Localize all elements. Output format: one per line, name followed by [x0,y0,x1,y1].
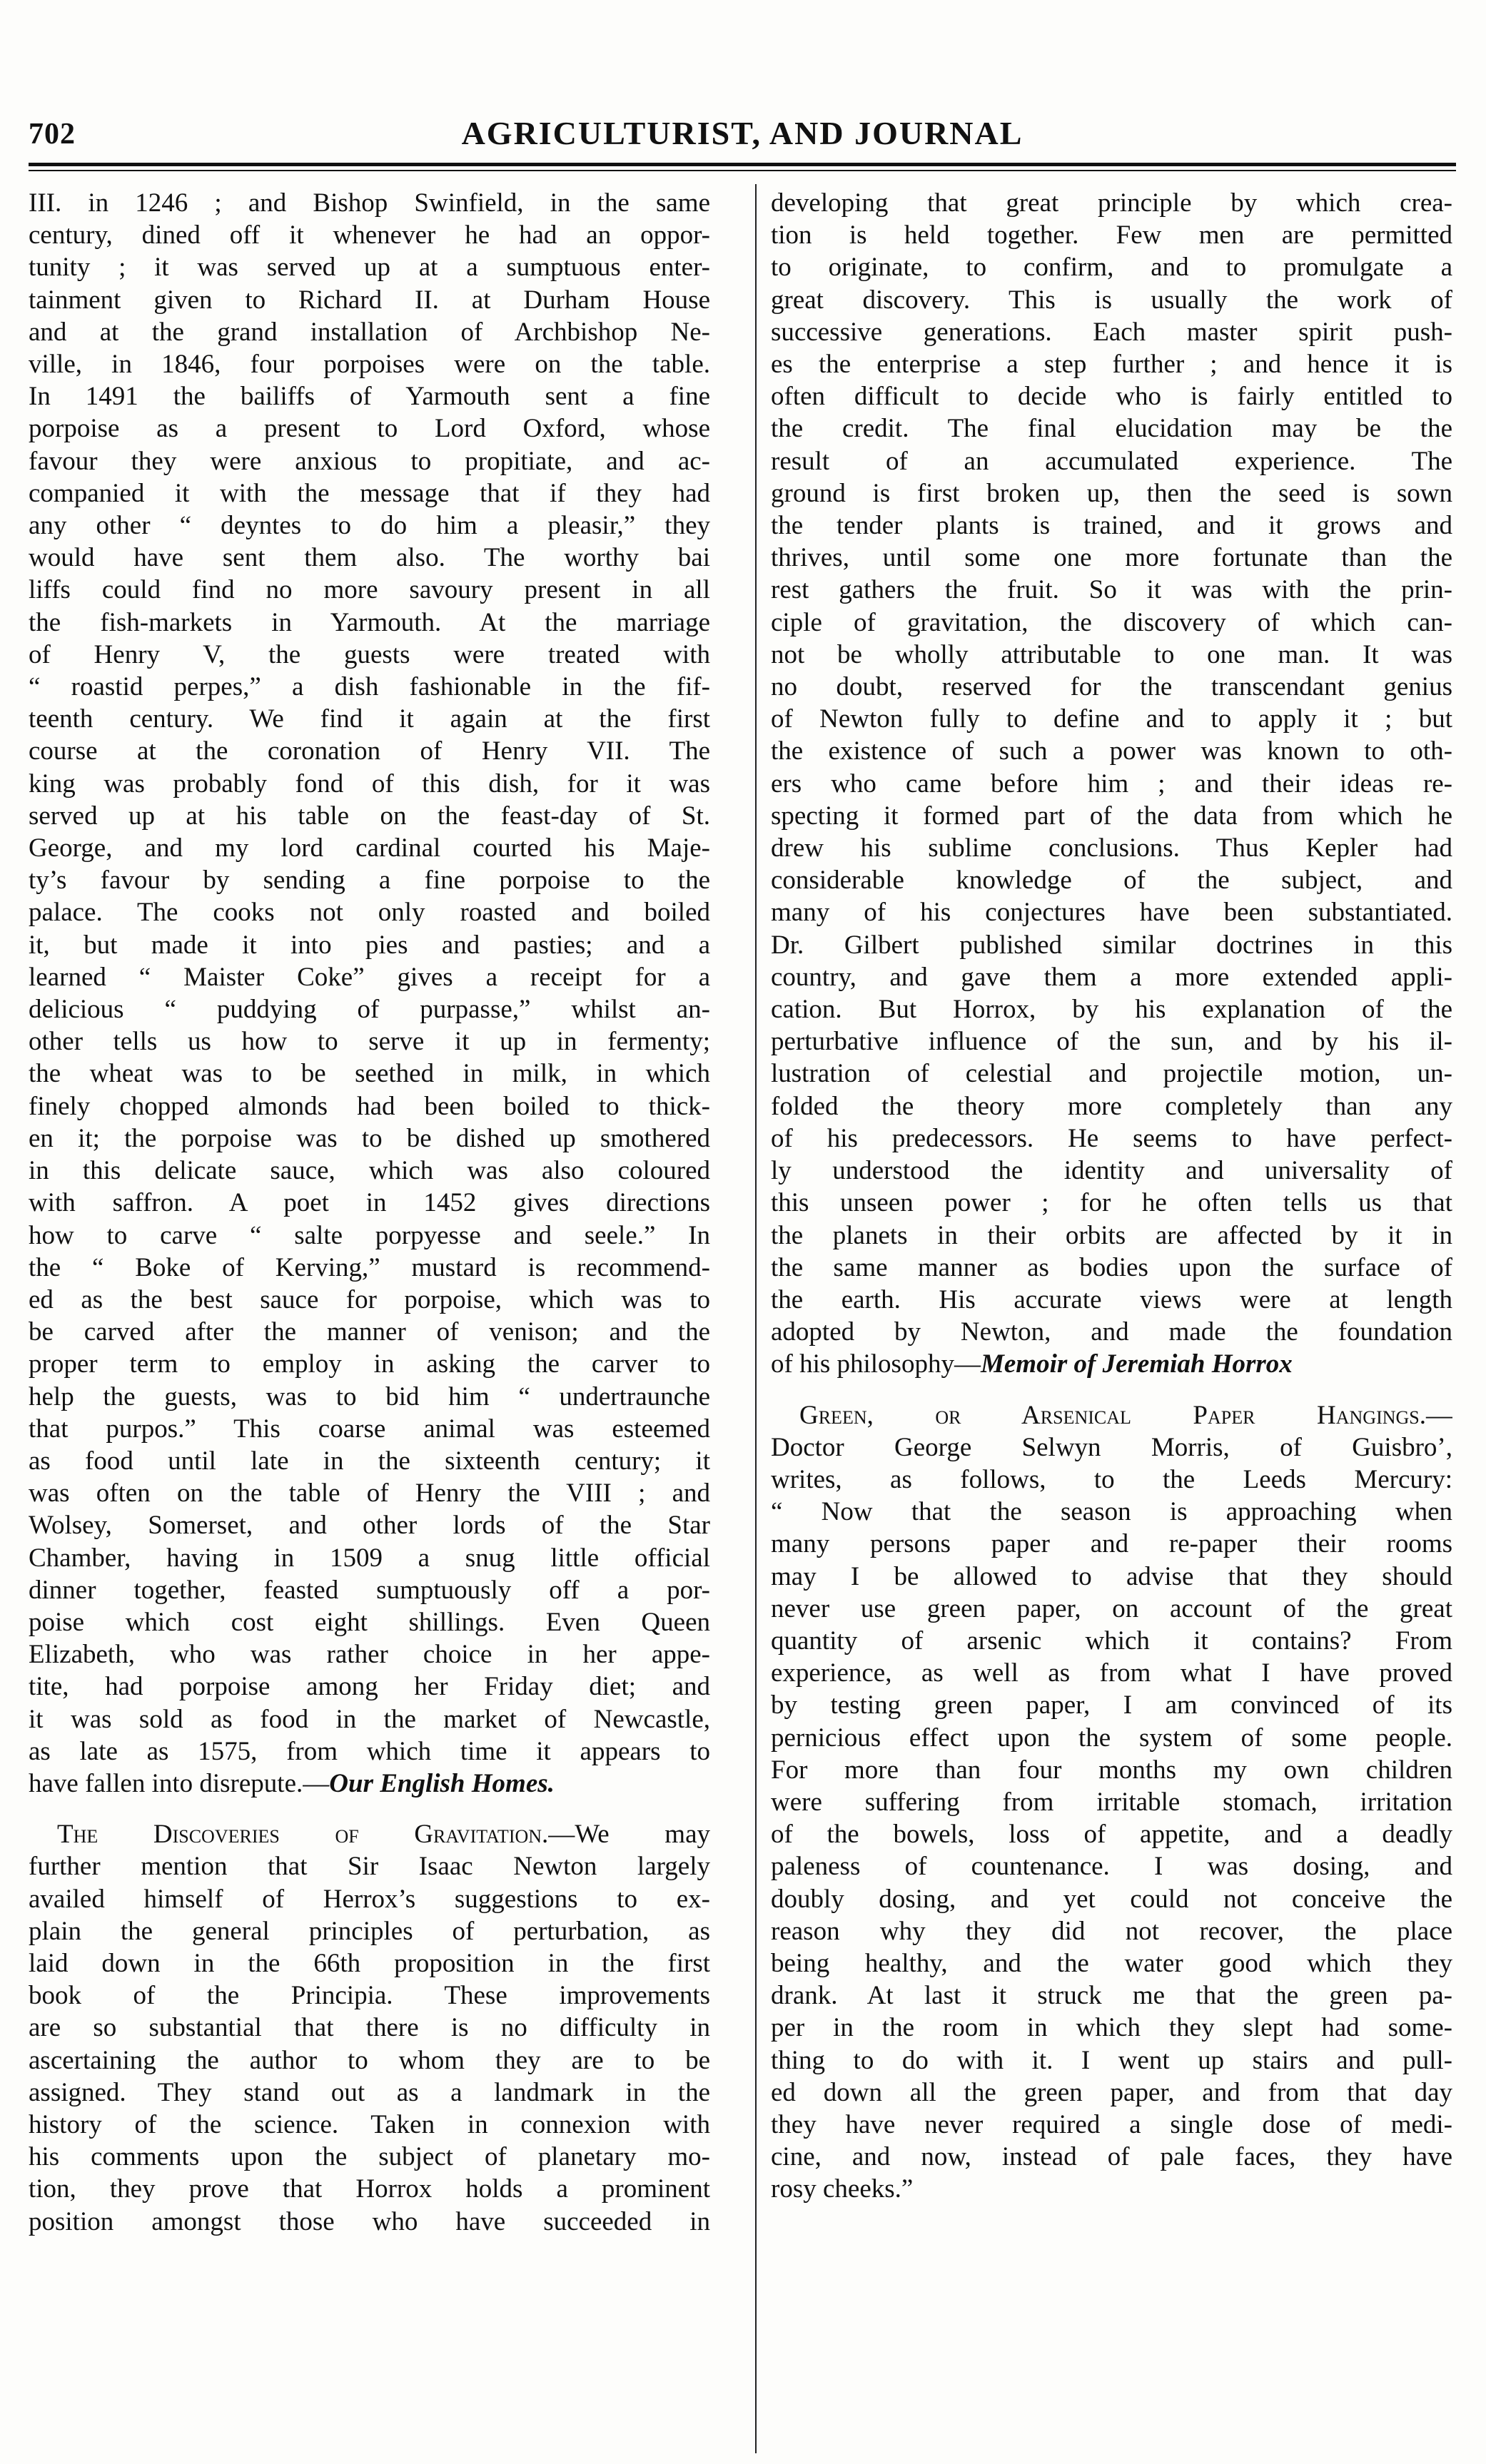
text-line: teenth century. We find it again at the first [29,704,710,734]
text-line: of Newton fully to define and to apply it ; but [771,704,1452,734]
text-line: often difficult to decide who is fairly entitled to [771,382,1452,412]
text-line: the “ Boke of Kerving,” mustard is recommend- [29,1252,710,1282]
text-line: the planets in their orbits are affected by it in [771,1220,1452,1250]
text-line: plain the general principles of perturbation, as [29,1916,710,1946]
text-line: liffs could find no more savoury present in all [29,575,710,605]
text-line: king was probably fond of this dish, for it was [29,769,710,798]
text-line: and at the grand installation of Archbishop Ne- [29,317,710,347]
text-line: ed down all the green paper, and from that day [771,2077,1452,2107]
text-line: perturbative influence of the sun, and by his il- [771,1027,1452,1057]
page-number: 702 [29,118,76,151]
article-heading-line: Green, or Arsenical Paper Hangings.— [799,1400,1452,1430]
text-line: with saffron. A poet in 1452 gives directions [29,1188,710,1218]
text-line: other tells us how to serve it up in fermenty; [29,1027,710,1057]
text-line: being healthy, and the water good which they [771,1948,1452,1978]
text-line: any other “ deyntes to do him a pleasir,” they [29,511,710,541]
text-line: be carved after the manner of venison; and the [29,1317,710,1347]
text-line: ly understood the identity and universality of [771,1156,1452,1186]
text-line: writes, as follows, to the Leeds Mercury: [771,1464,1452,1494]
article-arsenical-paper [771,1399,1452,2206]
text-line: Elizabeth, who was rather choice in her appe- [29,1640,710,1670]
text-line: folded the theory more completely than any [771,1091,1452,1121]
text-line: dinner together, feasted sumptuously off a por- [29,1575,710,1605]
text-line: learned “ Maister Coke” gives a receipt for a [29,962,710,992]
header-rule-thin [29,170,1456,171]
text-line: the credit. The final elucidation may be the [771,414,1452,444]
article-heading: Green, or Arsenical Paper Hangings. [799,1400,1426,1430]
text-line: book of the Principia. These improvements [29,1981,710,2011]
text-line: For more than four months my own children [771,1755,1452,1785]
text-line: laid down in the 66th proposition in the first [29,1948,710,1978]
text-line: Chamber, having in 1509 a snug little official [29,1543,710,1573]
text-line: pernicious effect upon the system of some people. [771,1723,1452,1753]
text-line: this unseen power ; for he often tells us that [771,1188,1452,1218]
text-line: no doubt, reserved for the transcendant genius [771,672,1452,702]
text-line: ville, in 1846, four porpoises were on the table. [29,350,710,380]
article-porpoise [29,187,710,1800]
article-heading: The Discoveries of Gravitation. [57,1820,549,1850]
text-line: the same manner as bodies upon the surface of [771,1252,1452,1282]
article-gravitation [29,1818,710,2238]
text-line: was often on the table of Henry the VIII ; and [29,1479,710,1509]
text-line: ciple of gravitation, the discovery of which can- [771,607,1452,637]
text-line: reason why they did not recover, the place [771,1916,1452,1946]
text-line: proper term to employ in asking the carver to [29,1349,710,1379]
text-line: by testing green paper, I am convinced of its [771,1690,1452,1720]
text-line: ers who came before him ; and their ideas re- [771,769,1452,798]
text-line: en it; the porpoise was to be dished up smothered [29,1123,710,1153]
text-line: how to carve “ salte porpyesse and seele.” In [29,1220,710,1250]
text-line: paleness of countenance. I was dosing, and [771,1852,1452,1882]
text-line: the existence of such a power was known to oth- [771,736,1452,766]
text-line: many persons paper and re-paper their rooms [771,1529,1452,1559]
text-line: ground is first broken up, then the seed is sown [771,478,1452,508]
text-line: as late as 1575, from which time it appears to [29,1736,710,1766]
text-line: country, and gave them a more extended appli- [771,962,1452,992]
text-line: not be wholly attributable to one man. It was [771,639,1452,669]
text-line: companied it with the message that if they had [29,478,710,508]
text-line: ascertaining the author to whom they are to be [29,2045,710,2075]
article-body [771,1431,1452,2174]
text-line: experience, as well as from what I have proved [771,1658,1452,1688]
text-line: ed as the best sauce for porpoise, which was to [29,1284,710,1314]
text-line: favour they were anxious to propitiate, and ac- [29,446,710,476]
text-line: thrives, until some one more fortunate than the [771,543,1452,573]
text-line: drank. At last it struck me that the green pa- [771,1981,1452,2011]
text-line: would have sent them also. The worthy bai [29,543,710,573]
text-line: lustration of celestial and projectile motion, un- [771,1059,1452,1089]
text-line: drew his sublime conclusions. Thus Kepler had [771,833,1452,863]
text-line: served up at his table on the feast-day of St. [29,801,710,831]
text-line: tainment given to Richard II. at Durham House [29,285,710,315]
text-line: delicious “ puddying of purpasse,” whilst an- [29,995,710,1025]
text-line: tunity ; it was served up at a sumptuous enter- [29,253,710,283]
text-line: cation. But Horrox, by his explanation of the [771,995,1452,1025]
text-line: III. in 1246 ; and Bishop Swinfield, in the same [29,188,710,218]
text-line: thing to do with it. I went up stairs and pull- [771,2045,1452,2075]
source-citation: Our English Homes. [329,1768,555,1798]
text-line: ty’s favour by sending a fine porpoise to the [29,866,710,896]
text-line: in this delicate sauce, which was also coloured [29,1156,710,1186]
text-line: Dr. Gilbert published similar doctrines in this [771,930,1452,960]
text-line: it was sold as food in the market of Newcastle, [29,1704,710,1734]
text-line: are so substantial that there is no difficulty in [29,2013,710,2043]
text-line: considerable knowledge of the subject, and [771,866,1452,896]
text-line: never use green paper, on account of the great [771,1593,1452,1623]
text-line: tion, they prove that Horrox holds a prominent [29,2174,710,2204]
text-line: further mention that Sir Isaac Newton largely [29,1852,710,1882]
text-line: position amongst those who have succeeded in [29,2206,710,2236]
text-line: successive generations. Each master spirit push- [771,317,1452,347]
text-line: history of the science. Taken in connexion with [29,2109,710,2139]
text-line: porpoise as a present to Lord Oxford, whose [29,414,710,444]
text-line: to originate, to confirm, and to promulgate a [771,253,1452,283]
text-line: “ roastid perpes,” a dish fashionable in the fif- [29,672,710,702]
text-line: it, but made it into pies and pasties; and a [29,930,710,960]
text-line: the tender plants is trained, and it grows and [771,511,1452,541]
text-line: have fallen into disrepute.—Our English Homes. [29,1768,555,1798]
header-rule-thick [29,163,1456,166]
text-line: finely chopped almonds had been boiled to thick- [29,1091,710,1121]
text-line: many of his conjectures have been substantiated. [771,898,1452,928]
text-line: his comments upon the subject of planetary mo- [29,2142,710,2172]
text-line: course at the coronation of Henry VII. The [29,736,710,766]
article-body [29,1850,710,2237]
text-line: as food until late in the sixteenth century; it [29,1446,710,1476]
text-line: were suffering from irritable stomach, irritation [771,1787,1452,1817]
text-line: Wolsey, Somerset, and other lords of the Star [29,1511,710,1541]
article-body [771,187,1452,1348]
page-header [29,107,1456,157]
right-column [771,187,1452,2206]
article-heading-line: The Discoveries of Gravitation.—We may [57,1820,710,1850]
article-body [29,187,710,1768]
text-line: they have never required a single dose of medi- [771,2109,1452,2139]
text-line: of the bowels, loss of appetite, and a deadly [771,1820,1452,1850]
text-line: of Henry V, the guests were treated with [29,639,710,669]
text-line: poise which cost eight shillings. Even Queen [29,1607,710,1637]
text-line: doubly dosing, and yet could not conceive the [771,1884,1452,1914]
article-gravitation-continued [771,187,1452,1381]
text-line: century, dined off it whenever he had an oppor- [29,220,710,250]
text-line: “ Now that the season is approaching when [771,1497,1452,1527]
text-line: per in the room in which they slept had some- [771,2013,1452,2043]
text-line: the wheat was to be seethed in milk, in which [29,1059,710,1089]
text-line: adopted by Newton, and made the foundation [771,1317,1452,1347]
text-line: specting it formed part of the data from which he [771,801,1452,831]
text-line: quantity of arsenic which it contains? From [771,1626,1452,1656]
text-line: the earth. His accurate views were at length [771,1284,1452,1314]
text-line: palace. The cooks not only roasted and boiled [29,898,710,928]
left-column [29,187,710,2238]
text-line: may I be allowed to advise that they should [771,1561,1452,1591]
text-line: developing that great principle by which crea- [771,188,1452,218]
text-line: of his predecessors. He seems to have perfect- [771,1123,1452,1153]
text-line: George, and my lord cardinal courted his Maje- [29,833,710,863]
text-line: that purpos.” This coarse animal was esteemed [29,1414,710,1444]
text-line: es the enterprise a step further ; and hence it is [771,350,1452,380]
text-line: Doctor George Selwyn Morris, of Guisbro’, [771,1432,1452,1462]
text-line: assigned. They stand out as a landmark in the [29,2077,710,2107]
text-line: In 1491 the bailiffs of Yarmouth sent a fine [29,382,710,412]
text-line: great discovery. This is usually the work of [771,285,1452,315]
text-line: cine, and now, instead of pale faces, they have [771,2142,1452,2172]
running-title: AGRICULTURIST, AND JOURNAL [461,115,1023,151]
column-divider [755,184,757,2453]
text-line: the fish-markets in Yarmouth. At the marriage [29,607,710,637]
text-line: rest gathers the fruit. So it was with the prin- [771,575,1452,605]
text-line: availed himself of Herrox’s suggestions to ex- [29,1884,710,1914]
text-line: tion is held together. Few men are permitted [771,220,1452,250]
text-line: rosy cheeks.” [771,2174,914,2204]
text-line: of his philosophy—Memoir of Jeremiah Horrox [771,1349,1293,1379]
text-line: tite, had porpoise among her Friday diet; and [29,1672,710,1702]
text-line: help the guests, was to bid him “ undertraunche [29,1381,710,1411]
source-citation: Memoir of Jeremiah Horrox [980,1349,1293,1379]
text-line: result of an accumulated experience. The [771,446,1452,476]
